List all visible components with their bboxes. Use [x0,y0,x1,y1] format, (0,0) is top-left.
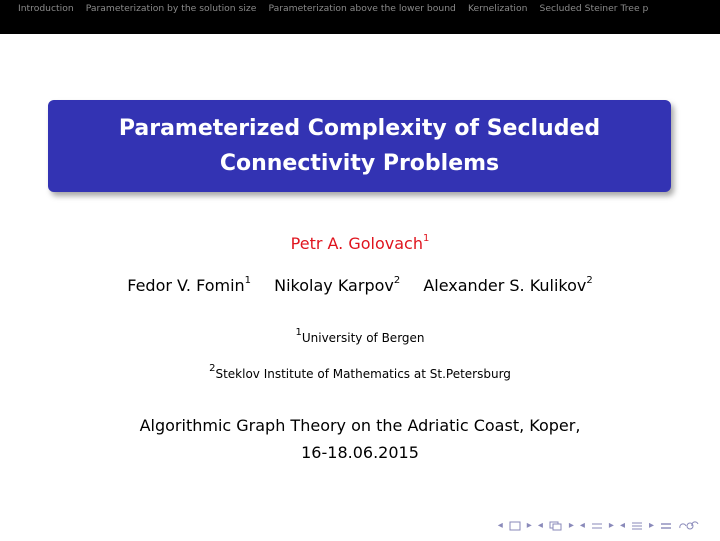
author [127,276,251,295]
institute-bergen [0,327,720,345]
institute-name: University of Bergen [301,331,425,345]
author-affiliation-mark: 2 [586,274,593,286]
conference-date: 16-18.06.2015 [301,443,419,462]
conference [0,412,720,466]
section-icon[interactable] [591,521,603,531]
slide-title: Parameterized Complexity of Secluded Connectivity Problems [118,116,601,176]
author-name: Nikolay Karpov [274,276,394,295]
frame-icon[interactable] [509,521,521,531]
subsection-next-icon[interactable]: ▸ [608,520,614,531]
beamer-navigation-symbols [498,519,700,533]
conference-name: Algorithmic Graph Theory on the Adriatic Coast, Koper, [139,416,581,435]
frame-next-icon[interactable]: ▸ [526,520,532,531]
author-list [0,276,720,295]
subsection-icon[interactable] [549,521,563,531]
nav-parameterization-above-lower-bound[interactable]: Parameterization above the lower bound [268,3,456,14]
nav-parameterization-solution-size[interactable]: Parameterization by the solution size [85,3,257,14]
align-icon[interactable] [660,521,672,531]
document-icon[interactable] [631,521,643,531]
institute-name: Steklov Institute of Mathematics at St.Petersburg [215,367,511,381]
author-name: Fedor V. Fomin [127,276,245,295]
section-next-icon[interactable]: ▸ [568,520,574,531]
subsection-prev-icon[interactable]: ◂ [579,520,585,531]
author-affiliation-mark: 2 [393,274,401,286]
nav-kernelization[interactable]: Kernelization [467,3,528,14]
nav-secluded-steiner-tree[interactable]: Secluded Steiner Tree p [539,3,649,14]
nav-introduction[interactable]: Introduction [18,3,74,14]
search-icon[interactable] [678,521,700,531]
section-prev-icon[interactable]: ◂ [537,520,543,531]
presenter-affiliation-mark: 1 [422,232,430,244]
author [423,276,592,295]
author-name: Alexander S. Kulikov [423,276,587,295]
slide-prev-icon[interactable]: ◂ [619,520,625,531]
title-box [48,100,671,192]
frame-prev-icon[interactable]: ◂ [497,520,503,531]
institute-mark: 2 [209,363,216,374]
slide-next-icon[interactable]: ▸ [648,520,654,531]
institute-mark: 1 [295,327,302,338]
presenter-name: Petr A. Golovach [290,234,423,253]
institute-steklov [0,363,720,381]
presenter [0,234,720,253]
navigation-bar [0,0,720,34]
author [274,276,400,295]
author-affiliation-mark: 1 [244,274,252,286]
